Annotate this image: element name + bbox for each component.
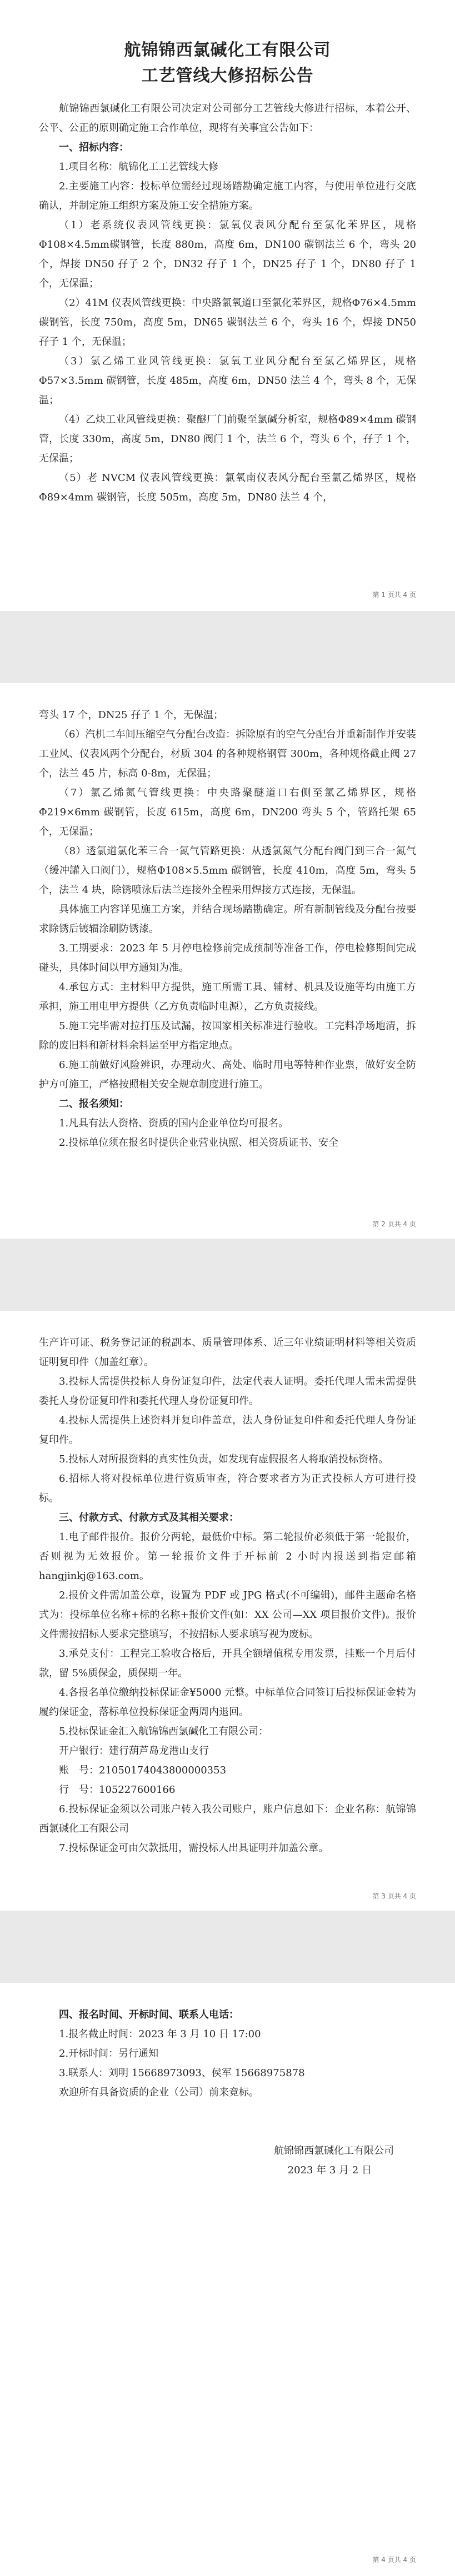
paragraph: （4）乙炔工业风管线更换：聚醚厂门前聚至氯碱分析室，规格Φ89×4mm 碳钢管，长度 330m，高度 5m，DN80 阀门 1 个，法兰 6 个，弯头 6 个，孖子 1 个，无保温； <box>39 414 416 464</box>
bank-account: 账 号：21050174043800000353 <box>59 1765 227 1776</box>
paragraph: （8）透氯道氯化苯三合一氮气管路更换：从透氯氮气分配台阀门到三合一氮气（缓冲罐入口阀门），规格Φ108×5.5mm 碳钢管，长度 410m，高度 5m，弯头 5 个，法兰 4 块，除锈喷泳后法兰连接外全程采用焊接方式连接，无保温。 <box>39 845 416 896</box>
paragraph: （6）汽机二车间压缩空气分配台改造：拆除原有的空气分配台并重新制作并安装工业风、仪表风两个分配台，材质 304 的各种规格钢管 300m，各种规格截止阀 27 个，法兰 45 片，标高 0-8m，无保温； <box>39 729 416 779</box>
bank-name: 开户银行：建行葫芦岛龙港山支行 <box>59 1745 209 1757</box>
doc-title-company: 航锦锦西氯碱化工有限公司 <box>124 41 331 60</box>
paragraph: 3.承兑支付：工程完工验收合格后，开具全额增值税专用发票，挂账一个月后付款，留 5%质保金，质保期一年。 <box>39 1648 416 1679</box>
page-separator <box>0 1239 455 1311</box>
doc-title-notice: 工艺管线大修招标公告 <box>141 66 314 86</box>
paragraph: （7）氯乙烯氮气管线更换：中央路聚醚道口右侧至氯乙烯界区，规格Φ219×6mm 碳钢管，长度 615m，高度 6m，DN200 弯头 5 个，管路托架 65 个，无保温； <box>39 787 416 838</box>
signature-company: 航锦锦西氯碱化工有限公司 <box>274 2145 394 2157</box>
paragraph: 具体施工内容详见施工方案，并结合现场踏勘确定。所有新制管线及分配台按要求除锈后镀辐涂刷防锈漆。 <box>39 904 416 935</box>
page-3 <box>0 1311 455 1911</box>
paragraph: 4.投标人需提供上述资料并复印件盖章，法人身份证复印件和委托代理人身份证复印件。 <box>39 1415 416 1446</box>
paragraph: （3）氯乙烯工业风管线更换：氯氧工业风分配台至氯乙烯界区，规格Φ57×3.5mm 碳钢管，长度 485m，高度 6m，DN50 法兰 4 个，弯头 8 个，无保温； <box>39 355 416 406</box>
paragraph: 5.投标保证金汇入航锦锦西氯碱化工有限公司： <box>59 1726 269 1737</box>
intro-paragraph: 航锦锦西氯碱化工有限公司决定对公司部分工艺管线大修进行招标，本着公开、公平、公正的原则确定施工合作单位，现将有关事宜公告如下： <box>39 103 416 134</box>
page-separator <box>0 1911 455 1983</box>
paragraph: （2）41M 仪表风管线更换：中央路氯氧道口至氯化苯界区，规格Φ76×4.5mm 碳钢管，长度 750m，高度 5m，DN65 碳钢法兰 6 个，弯头 16 个，焊接 DN50 孖子 1 个，无保温； <box>39 297 416 348</box>
paragraph: 生产许可证、税务登记证的税副本、质量管理体系、近三年业绩证明材料等相关资质证明复印件（加盖红章）。 <box>39 1337 416 1368</box>
bank-code: 行 号：105227600166 <box>59 1784 176 1796</box>
paragraph: （5）老 NVCM 仪表风管线更换：氯氧南仪表风分配台至氯乙烯界区，规格Φ89×4mm 碳钢管，长度 505m，高度 5m，DN80 法兰 4 个， <box>39 472 416 503</box>
section-heading: 一、招标内容： <box>59 142 129 153</box>
paragraph: 2.投标单位须在报名时提供企业营业执照、相关资质证书、安全 <box>59 1137 339 1149</box>
paragraph: 弯头 17 个，DN25 孖子 1 个，无保温； <box>39 709 224 721</box>
paragraph: 1.报名截止时间：2023 年 3 月 10 日 17:00 <box>59 2028 261 2040</box>
signature-date: 2023 年 3 月 2 日 <box>287 2164 372 2176</box>
paragraph: 5.投标人对所报资料的真实性负责，如发现有虚假报名人将取消投标资格。 <box>59 1454 389 1465</box>
paragraph: 6.投标保证金须以公司账户转入我公司账户，账户信息如下：企业名称：航锦锦西氯碱化工有限公司 <box>39 1803 416 1835</box>
page-separator <box>0 611 455 683</box>
paragraph: 1.凡具有法人资格、资质的国内企业单位均可报名。 <box>59 1117 289 1129</box>
page-1 <box>0 0 455 611</box>
paragraph: 3.投标人需提供投标人身份证复印件，法定代表人证明。委托代理人需未需提供委托人身份证复印件和委托代理人身份证复印件。 <box>39 1376 416 1407</box>
section-heading: 四、报名时间、开标时间、联系人电话： <box>59 2009 239 2021</box>
paragraph: 6.招标人将对投标单位进行资质审查，符合要求者方为正式投标人方可进行投标。 <box>39 1473 416 1504</box>
paragraph: 2.开标时间：另行通知 <box>59 2048 159 2059</box>
paragraph: 5.施工完毕需对拉打压及试漏，按国家相关标准进行验收。工完料净场地清，拆除的废旧料和新材料余料运至甲方指定地点。 <box>39 1020 416 1051</box>
page-2 <box>0 683 455 1239</box>
paragraph: 1.项目名称：航锦化工工艺管线大修 <box>59 161 219 173</box>
page-footer: 第 3 页共 4 页 <box>372 1892 416 1900</box>
paragraph: 6.施工前做好风险辨识，办理动火、高处、临时用电等特种作业票，做好安全防护方可施工，严格按照相关安全规章制度进行施工。 <box>39 1059 416 1090</box>
section-heading: 三、付款方式、付款方式及其相关要求： <box>59 1512 239 1523</box>
section-heading: 二、报名须知： <box>59 1098 129 1110</box>
paragraph: 2.主要施工内容：投标单位需经过现场踏勘确定施工内容，与使用单位进行交底确认，并制定施工组织方案及施工安全措施方案。 <box>39 181 416 212</box>
paragraph: 4.各报名单位缴纳投标保证金¥5000 元整。中标单位合同签订后投标保证金转为履约保证金，落标单位投标保证金两周内退回。 <box>39 1687 416 1718</box>
paragraph: 7.投标保证金可由欠款抵用，需投标人出具证明并加盖公章。 <box>59 1842 329 1854</box>
page-footer: 第 1 页共 4 页 <box>372 591 416 599</box>
contact-paragraph: 3.联系人：刘明 15668973093、侯军 15668975878 <box>59 2067 305 2079</box>
page-footer: 第 2 页共 4 页 <box>372 1220 416 1228</box>
page-4 <box>0 1983 455 2576</box>
paragraph: （1）老系统仪表风管线更换：氯氧仪表风分配台至氯化苯界区，规格Φ108×4.5mm碳钢管，长度 880m，高度 6m，DN100 碳钢法兰 6 个，弯头 20 个，焊接 DN50 孖子 2 个，DN32 孖子 1 个，DN25 孖子 1 个，DN80 孖子 1 个，无保温； <box>39 219 416 289</box>
paragraph: 欢迎所有具备资质的企业（公司）前来竞标。 <box>59 2087 259 2098</box>
paragraph: 2.报价文件需加盖公章，设置为 PDF 或 JPG 格式(不可编辑)，邮件主题命名格式为：投标单位名称+标的名称+报价文件(如：XX 公司—XX 项目报价文件)。报价文件需按招标人要求完整填写，不按招标人要求填写视为废标。 <box>39 1590 416 1640</box>
paragraph: 4.承包方式：主材料甲方提供，施工所需工具、辅材、机具及设施等均由施工方承担，施工用电甲方提供（乙方负责临时电源），乙方负责接线。 <box>39 981 416 1013</box>
page-footer: 第 4 页共 4 页 <box>372 2556 416 2564</box>
paragraph: 1.电子邮件报价。报价分两轮，最低价中标。第二轮报价必须低于第一轮报价，否则视为无效报价。第一轮报价文件于开标前 2 小时内报送到指定邮箱 hangjinkj@163.com。 <box>39 1531 416 1582</box>
paragraph: 3.工期要求：2023 年 5 月停电检修前完成预制等准备工作，停电检修期间完成碰头，具体时间以甲方通知为准。 <box>39 943 416 974</box>
